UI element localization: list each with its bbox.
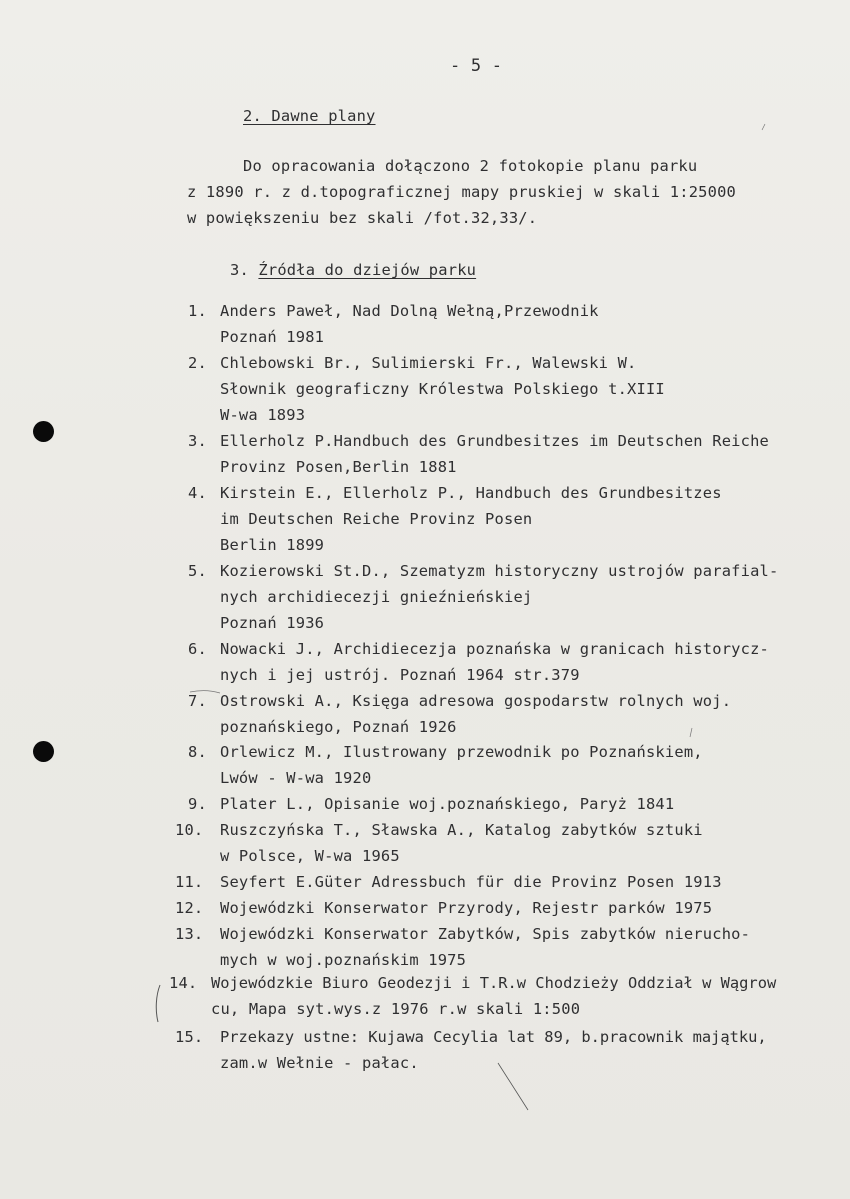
body-line: w powiększeniu bez skali /fot.32,33/. <box>187 209 538 227</box>
item-line: nych archidiecezji gnieźnieńskiej <box>220 588 533 606</box>
page-number: - 5 - <box>450 56 503 76</box>
body-line: Do opracowania dołączono 2 fotokopie planu parku <box>243 157 698 175</box>
item-line: zam.w Wełnie - pałac. <box>220 1054 419 1072</box>
item-line: Nowacki J., Archidiecezja poznańska w granicach historycz- <box>220 640 770 658</box>
item-number: 6. <box>188 640 207 658</box>
item-line: Lwów - W-wa 1920 <box>220 769 372 787</box>
punch-hole <box>33 741 54 762</box>
item-number: 14. <box>169 974 198 992</box>
item-line: nych i jej ustrój. Poznań 1964 str.379 <box>220 666 580 684</box>
item-line: Seyfert E.Güter Adressbuch für die Provinz Posen 1913 <box>220 873 722 891</box>
item-number: 4. <box>188 484 207 502</box>
item-number: 10. <box>175 821 204 839</box>
item-line: Wojewódzkie Biuro Geodezji i T.R.w Chodzieży Oddział w Wągrow <box>211 974 777 992</box>
item-number: 12. <box>175 899 204 917</box>
item-line: poznańskiego, Poznań 1926 <box>220 718 457 736</box>
item-number: 15. <box>175 1028 204 1046</box>
section2-heading: 2. Dawne plany <box>243 107 376 125</box>
body-line: z 1890 r. z d.topograficznej mapy pruskiej w skali 1:25000 <box>187 183 737 201</box>
item-number: 1. <box>188 302 207 320</box>
item-line: W-wa 1893 <box>220 406 306 424</box>
item-line: w Polsce, W-wa 1965 <box>220 847 400 865</box>
pencil-bracket-mark <box>156 985 160 1022</box>
pencil-stroke-mark <box>690 728 692 737</box>
item-line: Ellerholz P.Handbuch des Grundbesitzes im Deutschen Reiche <box>220 432 770 450</box>
section3-heading-text: Źródła do dziejów parku <box>258 261 477 279</box>
item-number: 13. <box>175 925 204 943</box>
item-line: Anders Paweł, Nad Dolną Wełną,Przewodnik <box>220 302 599 320</box>
item-number: 8. <box>188 743 207 761</box>
item-line: Plater L., Opisanie woj.poznańskiego, Paryż 1841 <box>220 795 675 813</box>
item-line: im Deutschen Reiche Provinz Posen <box>220 510 533 528</box>
item-line: Poznań 1981 <box>220 328 325 346</box>
item-line: Kirstein E., Ellerholz P., Handbuch des Grundbesitzes <box>220 484 722 502</box>
item-number: 7. <box>188 692 207 710</box>
item-line: Chlebowski Br., Sulimierski Fr., Walewski W. <box>220 354 637 372</box>
item-line: Kozierowski St.D., Szematyzm historyczny ustrojów parafial- <box>220 562 779 580</box>
item-number: 9. <box>188 795 207 813</box>
punch-hole <box>33 421 54 442</box>
pencil-stroke-mark <box>762 124 765 130</box>
item-line: Wojewódzki Konserwator Przyrody, Rejestr parków 1975 <box>220 899 713 917</box>
item-line: Provinz Posen,Berlin 1881 <box>220 458 457 476</box>
item-number: 11. <box>175 873 204 891</box>
item-line: Poznań 1936 <box>220 614 325 632</box>
item-line: Wojewódzki Konserwator Zabytków, Spis zabytków nierucho- <box>220 925 751 943</box>
item-line: Słownik geograficzny Królestwa Polskiego t.XIII <box>220 380 665 398</box>
item-line: Ostrowski A., Księga adresowa gospodarstw rolnych woj. <box>220 692 732 710</box>
item-line: Ruszczyńska T., Sławska A., Katalog zabytków sztuki <box>220 821 703 839</box>
item-number: 5. <box>188 562 207 580</box>
item-line: Przekazy ustne: Kujawa Cecylia lat 89, b.pracownik majątku, <box>220 1028 767 1046</box>
item-line: cu, Mapa syt.wys.z 1976 r.w skali 1:500 <box>211 1000 581 1018</box>
item-line: Berlin 1899 <box>220 536 325 554</box>
section3-heading: 3. Źródła do dziejów parku <box>230 261 477 279</box>
item-line: Orlewicz M., Ilustrowany przewodnik po Poznańskiem, <box>220 743 703 761</box>
pencil-stroke-mark <box>498 1063 528 1110</box>
item-number: 2. <box>188 354 207 372</box>
item-number: 3. <box>188 432 207 450</box>
item-line: mych w woj.poznańskim 1975 <box>220 951 467 969</box>
